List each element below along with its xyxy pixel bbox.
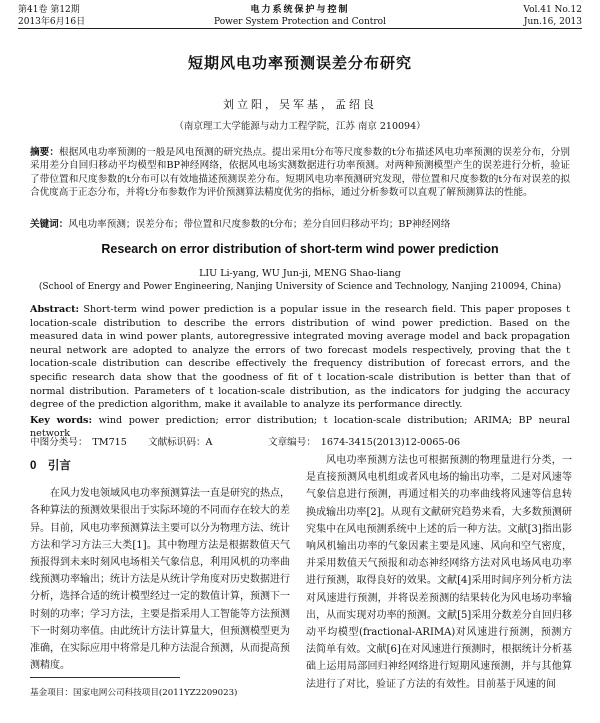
abstract-en	[30, 303, 570, 412]
footnote-rule	[30, 677, 180, 678]
keywords-cn	[30, 218, 570, 231]
section-heading-intro: 0 引言	[30, 460, 71, 472]
classification-line	[30, 434, 570, 448]
authors-en: LIU Li-yang, WU Jun-ji, MENG Shao-liang	[199, 268, 401, 279]
right-column	[306, 452, 572, 693]
affiliation-en: (School of Energy and Power Engineering, Nanjing University of Science and Technology, Nanjing 210094, China)	[38, 282, 562, 292]
body-paragraph: 风电功率预测方法也可根据预测的物理量进行分类，一是直接预测风电机组或者风电场的输出功率，二是对风速等气象信息进行预测，再通过相关的功率曲线将风速等信息转换成输出功率[2]。从现有文献研究趋势来看，大多数预测研究集中在风电预测系统中上述的后一种方法。文献[3]指出影响风机输出功率的气象因素主要是风速、风向和空气密度，并采用数值天气预报和动态神经网络方法对风电场风电功率进行预测，取得良好的效果。文献[4]采用时间序列分析方法对风速进行预测，并将误差预测的结果转化为风电场功率输出，从而实现对功率的预测。文献[5]采用分数差分自回归移动平均模型(fractional-ARIMA)对风速进行预测，预测方法简单有效。文献[6]在对风速进行预测时，根据统计分析基础上运用局部回归神经网络进行短期风速预测，并与其他算法进行了对比，验证了方法的有效性。目前基于风速的间	[306, 455, 572, 690]
paper-title-en: Research on error distribution of short-term wind power prediction	[101, 242, 499, 256]
header-rule	[18, 28, 582, 29]
keywords-cn-text: 风电功率预测；误差分布；带位置和尺度参数的t分布；差分自回归移动平均；BP神经网络	[68, 219, 451, 230]
clc-number: 中图分类号： TM715	[30, 437, 127, 448]
header-issue-info: Vol.41 No.12 Jun.16, 2013	[523, 5, 582, 27]
abstract-cn-text: 根据风电功率预测的一般是风电预测的研究热点。提出采用t分布等尺度参数的t分布描述风电功率预测的误差分布，分别采用差分自回归移动平均模型和BP神经网络，依据风电场实测数据进行功率预测。对两种预测模型产生的误差进行分析，验证了带位置和尺度参数的t分布可以有效地描述预测误差分布。短期风电功率预测研究发现，带位置和尺度参数的t分布对误差的拟合优度高于正态分布，并将t分布参数作为评价预测算法精度优劣的指标，通过分析参数可以直观了解预测算法的性能。	[30, 147, 570, 199]
keywords-en-text: wind power prediction; error distribution; t location-scale distribution; ARIMA; BP neural network	[30, 415, 570, 440]
keywords-cn-label: 关键词：	[30, 219, 69, 230]
abstract-cn	[30, 146, 570, 200]
document-code: 文献标识码：A	[148, 437, 213, 448]
intro-paragraph: 在风力发电领域风电功率预测算法一直是研究的热点，各种算法的预测效果很出于实际环境的不同而存在较大的差异。目前，风电功率预测算法主要可以分为物理方法、统计方法和学习方法三大类[1]。其中物理方法是根据数值天气预报得到未来时刻风电场相关气象信息，利用风机的功率曲线预测功率输出；统计方法是从统计学角度对历史数据进行分析，选择合适的统计模型经过一定的数值计算，预测下一时刻的功率；学习方法，主要是指采用人工智能等方法预测下一时刻功率值。由此统计方法计算量大，但预测模型更为准确，在实际应用中将常是几种方法混合预测，从而提高预测精度。	[30, 488, 290, 672]
left-column	[30, 452, 290, 674]
authors-cn: 刘立阳，吴军基，孟绍良	[223, 98, 377, 111]
article-number: 文章编号： 1674-3415(2013)12-0065-06	[268, 437, 461, 448]
running-header	[18, 4, 582, 30]
abstract-en-text: Short-term wind power prediction is a popular issue in the research field. This paper proposes t location-scale distribution to describe the errors distribution of wind power prediction. Based on the measured data in wind power plants, autoregressive integrated moving average model and back propagation neural network are adopted to analyze the errors of two forecast models respectively, proving that the t location-scale distribution can describe effectively the frequency distribution of forecast errors, and the specific research data show that the goodness of fit of t location-scale distribution is better than that of normal distribution. Parameters of t location-scale distribution, as the indicators for judging the accuracy degree of the prediction algorithm, make it available to analyze its performance directly.	[30, 304, 570, 411]
header-journal-name: 电力系统保护与控制 Power System Protection and Control	[214, 5, 386, 27]
abstract-cn-label: 摘要：	[30, 147, 60, 158]
header-volume-info: 第41卷 第12期 2013年6月16日	[18, 5, 86, 27]
paper-title: 短期风电功率预测误差分布研究	[187, 54, 412, 72]
funding-footnote: 基金项目：国家电网公司科技项目(2011YZ2209023)	[30, 688, 238, 698]
affiliation-cn: （南京理工大学能源与动力工程学院，江苏 南京 210094）	[174, 121, 426, 132]
keywords-en-label: Key words:	[30, 415, 93, 426]
abstract-en-label: Abstract:	[30, 304, 80, 315]
